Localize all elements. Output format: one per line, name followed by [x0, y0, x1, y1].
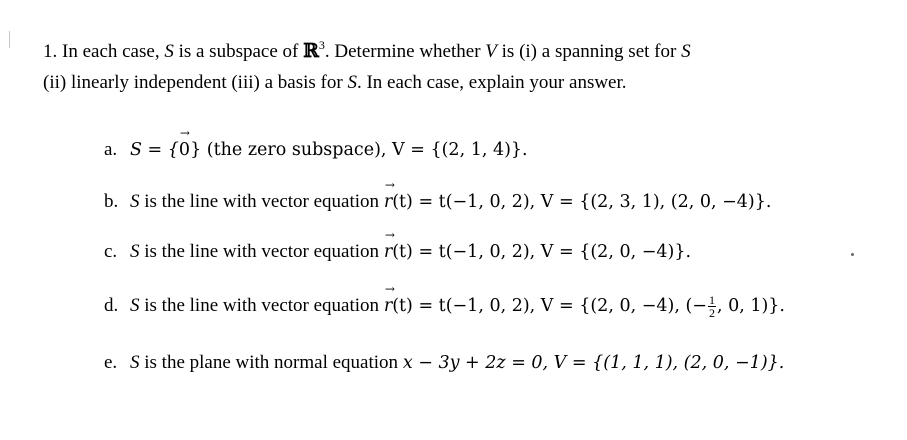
stray-dot: [851, 253, 854, 256]
intro-text: In each case,: [62, 41, 165, 62]
vector-r: → r: [383, 178, 395, 212]
item-e: [104, 351, 784, 375]
item-label: b.: [104, 191, 119, 212]
item-label: c.: [104, 241, 118, 262]
vector-r: → r: [383, 228, 395, 262]
item-c: [104, 228, 692, 264]
item-label: d.: [104, 295, 119, 316]
item-equation: (t) = t(−1, 0, 2), V = {(2, 0, −4), (−: [392, 296, 707, 316]
set-close-brace: }: [190, 140, 202, 160]
item-text: is the line with vector equation: [139, 295, 384, 316]
item-text: is the plane with normal equation: [139, 352, 403, 373]
intro-real-symbol: ℝ: [303, 40, 319, 62]
problem-intro-line-2: [43, 71, 627, 95]
intro-var-S: S: [681, 41, 691, 62]
item-description: (the zero subspace),: [201, 140, 393, 160]
arrow-accent-icon: →: [384, 282, 395, 296]
item-d: [104, 282, 785, 321]
item-var-S: S: [130, 352, 140, 373]
problem-number: 1.: [43, 41, 58, 62]
item-var-S: S: [130, 241, 140, 262]
fraction-one-half: [708, 294, 716, 319]
item-label: e.: [104, 352, 118, 373]
margin-mark: [9, 31, 10, 48]
item-equation: x − 3y + 2z = 0, V = {(1, 1, 1), (2, 0, −1)}.: [402, 353, 785, 373]
set-V-equation: V = {(2, 1, 4)}.: [392, 140, 528, 160]
item-b: [104, 178, 772, 214]
item-var-S: S: [130, 295, 140, 316]
arrow-accent-icon: →: [384, 178, 395, 192]
intro-text: . In each case, explain your answer.: [356, 72, 627, 93]
intro-var-S: S: [164, 41, 174, 62]
intro-text: . Determine whether: [324, 41, 486, 62]
intro-text: is a subspace of: [173, 41, 304, 62]
problem-intro-line-1: [43, 33, 691, 64]
arrow-accent-icon: →: [179, 126, 190, 140]
item-text: is the line with vector equation: [139, 241, 384, 262]
item-var-S: S: [130, 191, 140, 212]
intro-exponent: 3: [318, 38, 325, 52]
item-label: a.: [104, 139, 118, 160]
item-text: is the line with vector equation: [139, 191, 384, 212]
intro-var-V: V: [485, 41, 497, 62]
item-equation: (t) = t(−1, 0, 2), V = {(2, 0, −4)}.: [392, 242, 692, 262]
intro-text: is (i) a spanning set for: [496, 41, 682, 62]
item-equation-end: , 0, 1)}.: [716, 296, 785, 316]
intro-var-S: S: [347, 72, 357, 93]
set-S-equation: S = {: [130, 140, 179, 160]
fraction-numerator: 1: [708, 293, 715, 308]
item-equation: (t) = t(−1, 0, 2), V = {(2, 3, 1), (2, 0, −4)}.: [392, 192, 772, 212]
vector-r: → r: [383, 282, 395, 316]
item-a: [104, 126, 528, 162]
fraction-denominator: 2: [708, 306, 715, 321]
arrow-accent-icon: →: [384, 228, 395, 242]
intro-text: (ii) linearly independent (iii) a basis for: [43, 72, 348, 93]
zero-vector: → 0: [178, 126, 191, 160]
